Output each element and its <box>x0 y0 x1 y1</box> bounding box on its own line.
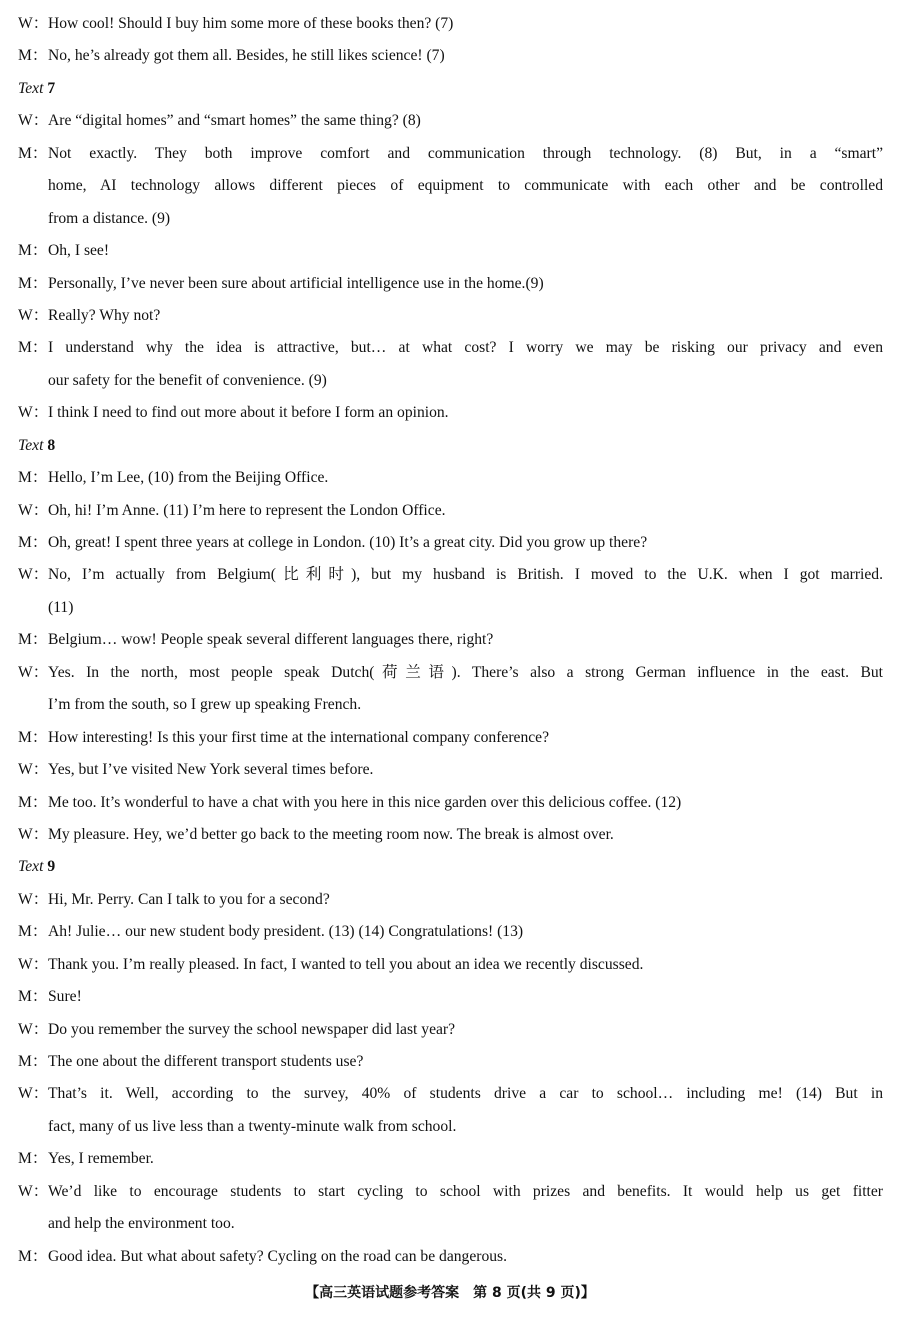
dialogue-text: Really? Why not? <box>48 306 161 324</box>
speaker-label: M： <box>18 793 48 811</box>
dialogue-line <box>0 527 900 559</box>
dialogue-line <box>0 1014 900 1046</box>
section-heading-number: 8 <box>47 436 56 454</box>
dialogue-text: We’d like to encourage students to start cycling to school with prizes and benefits. It would help us get fitter <box>48 1182 883 1200</box>
speaker-label: W： <box>18 1182 49 1200</box>
dialogue-line <box>0 40 900 72</box>
dialogue-text: Are “digital homes” and “smart homes” the same thing? (8) <box>48 112 421 130</box>
section-heading-number: 9 <box>47 858 56 876</box>
dialogue-text: Do you remember the survey the school newspaper did last year? <box>48 1020 456 1038</box>
speaker-label: W： <box>18 501 49 519</box>
dialogue-text: My pleasure. Hey, we’d better go back to the meeting room now. The break is almost over. <box>48 825 614 843</box>
speaker-label: M： <box>18 534 48 551</box>
speaker-label: W： <box>18 15 49 32</box>
speaker-label: W： <box>18 761 49 779</box>
page-footer: 【高三英语试题参考答案 第 8 页(共 9 页)】 <box>305 1285 595 1301</box>
speaker-label: M： <box>18 728 48 746</box>
dialogue-text: Good idea. But what about safety? Cycling on the road can be dangerous. <box>48 1247 508 1265</box>
speaker-label: W： <box>18 825 49 843</box>
speaker-label: M： <box>18 1150 48 1168</box>
dialogue-text: I’m from the south, so I grew up speaking French. <box>48 696 362 714</box>
dialogue-line-continuation <box>0 1208 900 1240</box>
dialogue-text: (11) <box>48 598 74 616</box>
section-heading-label: Text <box>18 436 44 454</box>
speaker-label: M： <box>18 242 48 260</box>
dialogue-line-continuation <box>0 365 900 397</box>
dialogue-line <box>0 559 900 591</box>
dialogue-line-continuation <box>0 203 900 235</box>
dialogue-text: Oh, hi! I’m Anne. (11) I’m here to represent the London Office. <box>48 501 446 519</box>
dialogue-text: home, AI technology allows different pieces of equipment to communicate with each other and be controlled <box>48 177 883 195</box>
dialogue-text: and help the environment too. <box>48 1215 235 1233</box>
section-heading-label: Text <box>18 858 44 876</box>
dialogue-line <box>0 8 900 40</box>
speaker-label: M： <box>18 1247 48 1265</box>
dialogue-line <box>0 884 900 916</box>
dialogue-line <box>0 1046 900 1078</box>
dialogue-line <box>0 819 900 851</box>
speaker-label: M： <box>18 1053 48 1070</box>
dialogue-text: from a distance. (9) <box>48 209 171 227</box>
dialogue-text: No, I’m actually from Belgium(比利时), but my husband is British. I moved to the U.K. when I got married. <box>48 566 883 584</box>
dialogue-line <box>0 105 900 137</box>
dialogue-text: Yes, but I’ve visited New York several times before. <box>48 761 374 779</box>
dialogue-text: I understand why the idea is attractive, but… at what cost? I worry we may be risking our privacy and even <box>48 339 883 357</box>
dialogue-line <box>0 787 900 819</box>
dialogue-text: Thank you. I’m really pleased. In fact, I wanted to tell you about an idea we recently discussed. <box>48 955 644 973</box>
speaker-label: W： <box>18 955 49 973</box>
dialogue-line <box>0 397 900 429</box>
dialogue-line <box>0 1176 900 1208</box>
section-heading-label: Text <box>18 79 44 97</box>
dialogue-line-continuation <box>0 689 900 721</box>
dialogue-text: How cool! Should I buy him some more of these books then? (7) <box>48 15 454 32</box>
dialogue-line <box>0 657 900 689</box>
speaker-label: M： <box>18 144 48 162</box>
dialogue-line <box>0 981 900 1013</box>
dialogue-line <box>0 268 900 300</box>
section-heading <box>0 851 900 883</box>
speaker-label: M： <box>18 923 48 941</box>
speaker-label: M： <box>18 631 48 649</box>
section-heading <box>0 430 900 462</box>
speaker-label: W： <box>18 1020 49 1038</box>
speaker-label: W： <box>18 1085 49 1103</box>
speaker-label: W： <box>18 306 49 324</box>
speaker-label: M： <box>18 339 48 357</box>
dialogue-line <box>0 722 900 754</box>
dialogue-line <box>0 1241 900 1273</box>
dialogue-line <box>0 1078 900 1110</box>
dialogue-text: Not exactly. They both improve comfort and communication through technology. (8) But, in a “smart” <box>48 144 883 162</box>
dialogue-text: Ah! Julie… our new student body president. (13) (14) Congratulations! (13) <box>48 923 524 941</box>
speaker-label: M： <box>18 469 48 487</box>
speaker-label: W： <box>18 663 49 681</box>
dialogue-text: Belgium… wow! People speak several different languages there, right? <box>48 631 494 649</box>
speaker-label: W： <box>18 404 49 422</box>
dialogue-line <box>0 138 900 170</box>
dialogue-line-continuation <box>0 592 900 624</box>
dialogue-text: Sure! <box>48 988 82 1006</box>
dialogue-line <box>0 332 900 364</box>
dialogue-transcript <box>0 8 900 1273</box>
dialogue-text: Personally, I’ve never been sure about artificial intelligence use in the home.(9) <box>48 274 544 292</box>
dialogue-text: fact, many of us live less than a twenty-minute walk from school. <box>48 1117 457 1135</box>
dialogue-line <box>0 1143 900 1175</box>
dialogue-line <box>0 624 900 656</box>
dialogue-line <box>0 235 900 267</box>
speaker-label: W： <box>18 566 49 584</box>
speaker-label: W： <box>18 890 49 908</box>
dialogue-line <box>0 300 900 332</box>
dialogue-line <box>0 495 900 527</box>
dialogue-text: Oh, I see! <box>48 242 110 260</box>
dialogue-text: Yes. In the north, most people speak Dutch(荷兰语). There’s also a strong German influence in the east. But <box>48 663 883 681</box>
speaker-label: M： <box>18 274 48 292</box>
dialogue-text: How interesting! Is this your first time at the international company conference? <box>48 728 550 746</box>
section-heading <box>0 73 900 105</box>
speaker-label: M： <box>18 988 48 1006</box>
dialogue-line <box>0 754 900 786</box>
dialogue-text: No, he’s already got them all. Besides, he still likes science! (7) <box>48 47 445 65</box>
section-heading-number: 7 <box>47 79 56 97</box>
dialogue-text: Oh, great! I spent three years at college in London. (10) It’s a great city. Did you grow up there? <box>48 534 648 551</box>
dialogue-text: Hello, I’m Lee, (10) from the Beijing Office. <box>48 469 329 487</box>
dialogue-text: Yes, I remember. <box>48 1150 154 1168</box>
dialogue-text: Hi, Mr. Perry. Can I talk to you for a second? <box>48 890 330 908</box>
dialogue-line <box>0 916 900 948</box>
dialogue-line-continuation <box>0 170 900 202</box>
speaker-label: W： <box>18 112 49 130</box>
dialogue-text: The one about the different transport students use? <box>48 1053 364 1070</box>
dialogue-text: our safety for the benefit of convenience. (9) <box>48 371 327 389</box>
dialogue-line <box>0 949 900 981</box>
dialogue-text: That’s it. Well, according to the survey, 40% of students drive a car to school… including me! (14) But in <box>48 1085 883 1103</box>
dialogue-line-continuation <box>0 1111 900 1143</box>
dialogue-text: I think I need to find out more about it before I form an opinion. <box>48 404 449 422</box>
speaker-label: M： <box>18 47 48 65</box>
dialogue-text: Me too. It’s wonderful to have a chat with you here in this nice garden over this delicious coffee. (12) <box>48 793 682 811</box>
dialogue-line <box>0 462 900 494</box>
